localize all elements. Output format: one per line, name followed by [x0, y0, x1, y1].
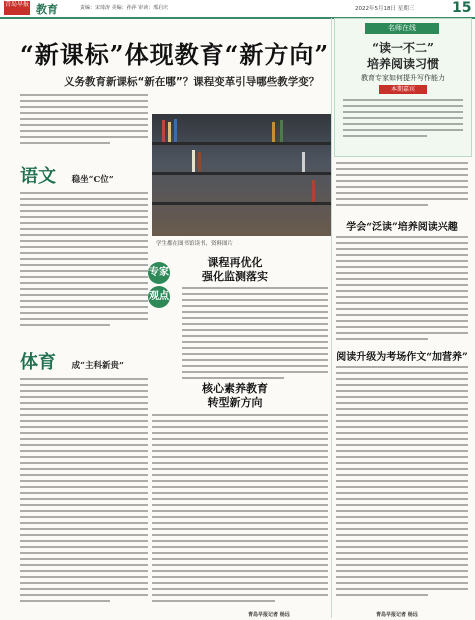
- section-yuwen-title: 语文: [20, 166, 56, 187]
- guest-intro: [343, 99, 463, 151]
- sidebar-title-2: 培养阅读习惯: [366, 57, 439, 71]
- photo-caption: 学生都在图书馆读书，资料图片: [156, 241, 234, 247]
- mid-body-2: [152, 414, 328, 610]
- sidebar-heading-1: 学会“泛读”培养阅读兴趣: [346, 222, 458, 233]
- issue-date: 2022年5月18日 星期三: [355, 6, 415, 12]
- library-photo: [152, 114, 332, 236]
- mid-heading-4: 转型新方向: [207, 396, 263, 409]
- section-heading-yuwen: [20, 162, 114, 188]
- column-divider: [331, 18, 332, 618]
- tiyu-body: [20, 378, 148, 614]
- newspaper-logo: 青岛早报: [4, 1, 30, 15]
- section-yuwen-subtitle: 稳坐“C位”: [71, 175, 114, 185]
- sidebar-byline: 青岛早报记者 杨远: [376, 612, 418, 618]
- section-heading-tiyu: [20, 348, 124, 374]
- page-header: [0, 0, 475, 19]
- sidebar-heading-2: 阅读升级为考场作文“加营养”: [336, 352, 468, 363]
- sidebar-intro: [336, 162, 468, 214]
- mid-body-1: [182, 287, 328, 391]
- sidebar-subtitle: 教育专家如何提升写作能力: [361, 74, 445, 82]
- yuwen-body: [20, 192, 148, 340]
- section-tiyu-subtitle: 成“主科新贵”: [71, 361, 124, 371]
- mid-byline: 青岛早报记者 杨远: [248, 612, 290, 618]
- sidebar-title-1: “读一不二”: [372, 41, 434, 55]
- mid-heading-3: 核心素养教育: [202, 382, 268, 395]
- main-headline: “新课标”体现教育“新方向”: [20, 40, 330, 69]
- sidebar-body-2: [336, 366, 468, 606]
- page-number: 15: [452, 0, 472, 16]
- sidebar-box: [334, 18, 472, 157]
- guest-label: 本期嘉宾: [379, 85, 427, 94]
- pullquote-word-2: 观点: [148, 286, 170, 308]
- sidebar-tag: 名师在线: [365, 23, 439, 34]
- sidebar-body-1: [336, 236, 468, 344]
- section-title: 教育: [36, 3, 58, 16]
- intro-paragraph: [20, 94, 148, 154]
- pullquote-word-1: 专家: [148, 262, 170, 284]
- mid-heading-1: 课程再优化: [207, 256, 263, 269]
- main-subheadline: 义务教育新课标“新在哪”？课程变革引导哪些教学变？: [64, 76, 320, 88]
- editor-credits: 责编：宋琦涛 美编：孙萍 审读：邢启庆: [80, 5, 169, 11]
- section-tiyu-title: 体育: [20, 352, 56, 373]
- mid-heading-2: 强化监测落实: [202, 270, 268, 283]
